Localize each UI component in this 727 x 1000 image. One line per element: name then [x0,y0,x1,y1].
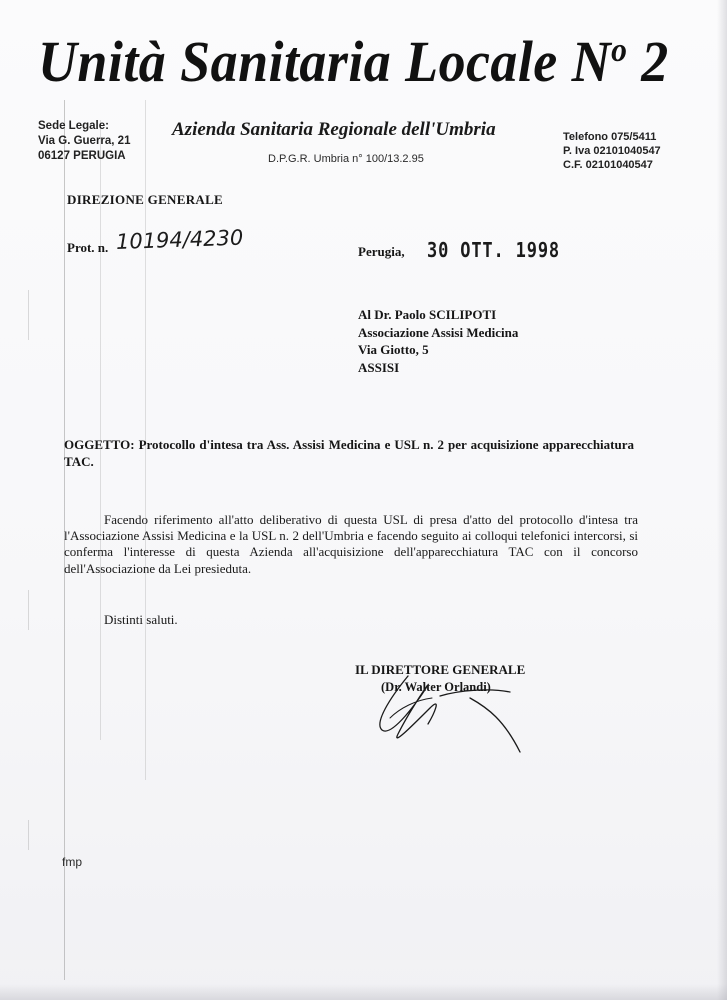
scan-bottom-shadow [0,984,727,1000]
closing-salutation: Distinti saluti. [104,612,178,627]
protocol-number: 10194/4230 [115,225,244,254]
letter-city: Perugia, [358,244,405,259]
title-main: Unità Sanitaria Locale N [38,29,612,94]
recipient-street: Via Giotto, 5 [358,342,429,357]
signatory-name: (Dr. Walter Orlandi) [381,680,491,694]
sede-legale [38,119,130,164]
typist-initials: fmp [62,855,83,869]
sede-street: Via G. Guerra, 21 [38,135,131,147]
letterhead-subtitle: Azienda Sanitaria Regionale dell'Umbria [172,119,496,140]
sede-label: Sede Legale: [38,120,109,132]
vat-number: P. Iva 02101040547 [563,145,661,157]
scan-line [28,590,29,630]
tax-code: C.F. 02101040547 [563,159,653,171]
scan-edge-shadow [717,0,727,1000]
scan-line [100,120,101,740]
date-stamp: 30 OTT. 1998 [427,238,561,262]
protocol-label: Prot. n. [67,240,109,255]
subject-text: Protocollo d'intesa tra Ass. Assisi Medicina e USL n. 2 per acquisizione apparecchiatura TAC. [64,437,634,469]
decree-reference: D.P.G.R. Umbria n° 100/13.2.95 [268,153,424,165]
subject-line [64,436,634,470]
subject-label: OGGETTO: [64,437,135,452]
phone-number: Telefono 075/5411 [563,131,657,143]
letterhead-title [38,28,669,95]
recipient-address [358,306,518,376]
title-superscript: o [611,32,628,69]
recipient-city: ASSISI [358,359,400,375]
title-number: 2 [627,29,669,94]
signatory-title: IL DIRETTORE GENERALE [355,662,526,677]
recipient-name: Al Dr. Paolo SCILIPOTI [358,307,497,322]
handwritten-signature [370,668,540,758]
department-heading: DIREZIONE GENERALE [67,192,224,207]
scan-line [28,820,29,850]
recipient-organization: Associazione Assisi Medicina [358,324,519,340]
sede-city: 06127 PERUGIA [38,150,126,162]
scan-line [28,290,29,340]
body-paragraph: Facendo riferimento all'atto deliberativo di questa USL di presa d'atto del protocollo d'intesa tra l'Associazione Assisi Medicina e la USL n. 2 dell'Umbria e facendo seguito ai colloqui telefonici intercorsi, si conferma l'interesse di questa Azienda all'acquisizione dell'apparecchiatura TAC con il concorso dell'Associazione da Lei presieduta. [64,512,638,576]
contact-block [563,130,661,172]
